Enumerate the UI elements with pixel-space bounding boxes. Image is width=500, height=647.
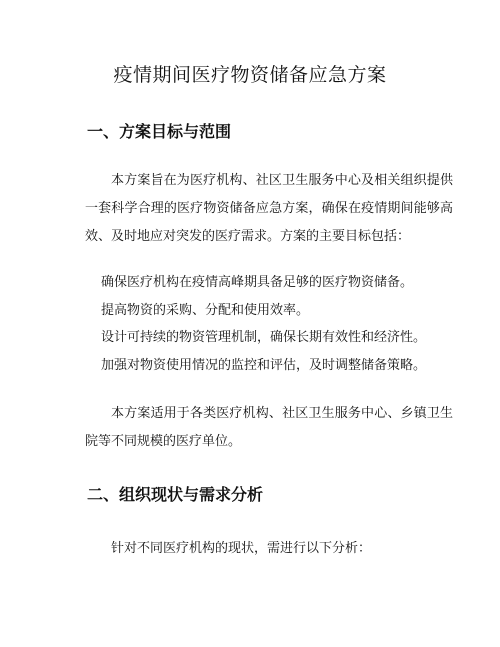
goal-item: 加强对物资使用情况的监控和评估，及时调整储备策略。 xyxy=(101,357,427,373)
analysis-intro-paragraph: 针对不同医疗机构的现状，需进行以下分析： xyxy=(111,541,372,556)
document-title: 疫情期间医疗物资储备应急方案 xyxy=(113,64,387,86)
goal-item: 设计可持续的物资管理机制，确保长期有效性和经济性。 xyxy=(101,330,427,345)
goal-list xyxy=(101,269,426,379)
section-heading-goals-scope: 一、方案目标与范围 xyxy=(87,122,232,141)
goal-item: 确保医疗机构在疫情高峰期具备足够的医疗物资储备。 xyxy=(101,275,414,290)
section-heading-status-analysis: 二、组织现状与需求分析 xyxy=(87,485,264,504)
goal-item: 提高物资的采购、分配和使用效率。 xyxy=(101,302,310,318)
scope-paragraph: 本方案适用于各类医疗机构、社区卫生服务中心、乡镇卫生院等不同规模的医疗单位。 xyxy=(85,406,453,449)
goals-intro-paragraph: 本方案旨在为医疗机构、社区卫生服务中心及相关组织提供一套科学合理的医疗物资储备应急方案，确保在疫情期间能够高效、及时地应对突发的医疗需求。方案的主要目标包括： xyxy=(85,173,453,244)
